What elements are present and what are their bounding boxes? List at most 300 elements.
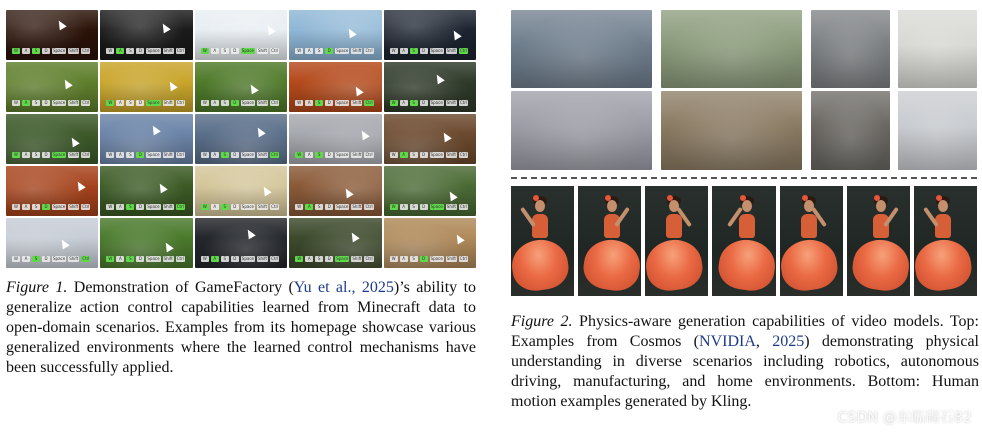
key-ctrl: Ctrl bbox=[82, 256, 90, 261]
dancer-torso bbox=[801, 214, 817, 238]
key-d: D bbox=[42, 204, 50, 210]
key-w: W bbox=[295, 204, 303, 210]
key-shift: Shift bbox=[258, 48, 268, 53]
mouse-cursor-icon bbox=[68, 136, 79, 148]
grid-tile-r1-c2 bbox=[100, 10, 192, 60]
key-overlay bbox=[201, 256, 279, 262]
dancer-frame-2 bbox=[578, 186, 641, 296]
dancer-torso bbox=[666, 214, 682, 238]
key-space: Space bbox=[241, 256, 254, 261]
dancer-torso bbox=[532, 214, 548, 238]
key-w: W bbox=[201, 48, 209, 54]
dancer-head bbox=[742, 200, 752, 212]
grid-tile-r1-c3 bbox=[195, 10, 287, 60]
key-overlay bbox=[106, 256, 184, 262]
key-w: W bbox=[390, 256, 398, 262]
mouse-cursor-icon bbox=[264, 24, 275, 36]
grid-tile-r3-c3 bbox=[195, 114, 287, 164]
key-s: S bbox=[410, 100, 418, 106]
dancer-skirt bbox=[511, 236, 571, 293]
figure1-caption-text-1: Demonstration of GameFactory ( bbox=[67, 279, 294, 296]
key-ctrl: Ctrl bbox=[365, 256, 373, 261]
key-shift: Shift bbox=[446, 152, 456, 157]
key-overlay bbox=[12, 152, 90, 158]
key-space: Space bbox=[336, 204, 349, 209]
key-space: Space bbox=[430, 256, 443, 261]
key-d: D bbox=[325, 100, 333, 106]
mouse-cursor-icon bbox=[162, 240, 173, 252]
grid-tile-r2-c1 bbox=[6, 62, 98, 112]
key-s: S bbox=[126, 48, 134, 54]
key-a: A bbox=[22, 204, 30, 210]
key-a: A bbox=[305, 204, 313, 210]
key-space: Space bbox=[430, 152, 443, 157]
key-ctrl: Ctrl bbox=[271, 48, 279, 53]
mouse-cursor-icon bbox=[348, 230, 359, 242]
key-space: Space bbox=[241, 204, 254, 209]
dancer-flower-icon bbox=[874, 195, 880, 201]
key-d: D bbox=[420, 48, 428, 54]
photo-home-room bbox=[898, 91, 977, 170]
dancer-flower-icon bbox=[802, 195, 808, 201]
key-ctrl: Ctrl bbox=[82, 152, 90, 157]
key-s: S bbox=[126, 100, 134, 106]
key-space: Space bbox=[430, 100, 443, 105]
key-space: Space bbox=[53, 256, 66, 261]
key-w: W bbox=[106, 256, 114, 262]
grid-tile-r4-c2 bbox=[100, 166, 192, 216]
dancer-frame-6 bbox=[847, 186, 910, 296]
key-w: W bbox=[106, 100, 114, 106]
key-a: A bbox=[305, 256, 313, 262]
dancer-skirt bbox=[780, 236, 840, 293]
key-d: D bbox=[136, 100, 144, 106]
key-d: D bbox=[325, 204, 333, 210]
key-space: Space bbox=[336, 152, 349, 157]
key-d: D bbox=[420, 152, 428, 158]
figure1-image-grid bbox=[6, 10, 476, 268]
key-a: A bbox=[305, 100, 313, 106]
key-ctrl: Ctrl bbox=[365, 152, 373, 157]
figure2-caption-text-2: ) demonstrating physical understanding in diverse scenarios including robotics, autonomous driving, manufacturing, and home environments. Bottom: Human motion examples generated by Kling. bbox=[511, 333, 980, 410]
key-a: A bbox=[400, 48, 408, 54]
key-w: W bbox=[12, 152, 20, 158]
mouse-cursor-icon bbox=[261, 184, 272, 196]
dancer-skirt bbox=[715, 236, 775, 293]
key-s: S bbox=[410, 48, 418, 54]
mouse-cursor-icon bbox=[248, 82, 259, 94]
key-a: A bbox=[116, 256, 124, 262]
key-s: S bbox=[410, 152, 418, 158]
mouse-cursor-icon bbox=[58, 238, 69, 250]
key-overlay bbox=[12, 100, 90, 106]
key-a: A bbox=[116, 152, 124, 158]
grid-tile-r1-c4 bbox=[289, 10, 381, 60]
key-ctrl: Ctrl bbox=[82, 48, 90, 53]
mouse-cursor-icon bbox=[434, 72, 445, 84]
figure2-divider bbox=[511, 177, 977, 179]
key-overlay bbox=[390, 152, 468, 158]
key-shift: Shift bbox=[258, 100, 268, 105]
key-space: Space bbox=[147, 204, 160, 209]
key-ctrl: Ctrl bbox=[82, 100, 90, 105]
key-a: A bbox=[22, 48, 30, 54]
key-d: D bbox=[231, 204, 239, 210]
key-w: W bbox=[201, 256, 209, 262]
key-shift: Shift bbox=[163, 152, 173, 157]
key-d: D bbox=[136, 204, 144, 210]
key-space: Space bbox=[336, 48, 349, 53]
grid-tile-r3-c1 bbox=[6, 114, 98, 164]
mouse-cursor-icon bbox=[166, 80, 177, 92]
key-s: S bbox=[32, 48, 40, 54]
key-ctrl: Ctrl bbox=[459, 48, 468, 53]
key-s: S bbox=[32, 100, 40, 106]
key-ctrl: Ctrl bbox=[176, 48, 184, 53]
grid-tile-r1-c1 bbox=[6, 10, 98, 60]
key-shift: Shift bbox=[258, 152, 268, 157]
mouse-cursor-icon bbox=[160, 21, 171, 33]
grid-tile-r4-c3 bbox=[195, 166, 287, 216]
key-shift: Shift bbox=[69, 152, 79, 157]
watermark: CSDN @东临碣石82 bbox=[837, 410, 972, 426]
key-shift: Shift bbox=[352, 256, 362, 261]
grid-tile-r2-c5 bbox=[384, 62, 476, 112]
grid-tile-r4-c4 bbox=[289, 166, 381, 216]
mouse-cursor-icon bbox=[254, 126, 265, 138]
figure2-citation-nvidia[interactable]: NVIDIA bbox=[699, 333, 756, 350]
dancer-head bbox=[876, 200, 886, 212]
grid-tile-r5-c5 bbox=[384, 218, 476, 268]
key-d: D bbox=[42, 256, 50, 262]
grid-tile-r3-c4 bbox=[289, 114, 381, 164]
key-ctrl: Ctrl bbox=[271, 256, 279, 261]
photo-robot-hands-2 bbox=[898, 10, 977, 88]
grid-tile-r5-c3 bbox=[195, 218, 287, 268]
figure2-dancer-strip bbox=[511, 186, 977, 296]
key-w: W bbox=[295, 256, 303, 262]
key-w: W bbox=[106, 204, 114, 210]
key-ctrl: Ctrl bbox=[82, 204, 90, 209]
dancer-skirt bbox=[850, 236, 910, 293]
key-a: A bbox=[211, 204, 219, 210]
key-w: W bbox=[295, 152, 303, 158]
key-space: Space bbox=[336, 256, 349, 261]
key-overlay bbox=[201, 152, 279, 158]
key-shift: Shift bbox=[446, 48, 456, 53]
mouse-cursor-icon bbox=[352, 85, 363, 97]
key-overlay bbox=[295, 256, 373, 262]
key-space: Space bbox=[53, 152, 66, 157]
key-space: Space bbox=[147, 100, 160, 105]
dancer-frame-5 bbox=[780, 186, 843, 296]
key-d: D bbox=[325, 256, 333, 262]
key-w: W bbox=[12, 48, 20, 54]
key-overlay bbox=[295, 204, 373, 210]
dancer-skirt bbox=[581, 236, 641, 293]
key-a: A bbox=[400, 152, 408, 158]
dancer-flower-icon bbox=[533, 195, 539, 201]
key-d: D bbox=[136, 48, 144, 54]
grid-tile-r4-c1 bbox=[6, 166, 98, 216]
figure1-citation-link[interactable]: Yu et al., 2025 bbox=[293, 279, 394, 296]
key-s: S bbox=[315, 48, 323, 54]
dancer-head bbox=[938, 200, 948, 212]
key-s: S bbox=[315, 100, 323, 106]
key-space: Space bbox=[147, 152, 160, 157]
key-d: D bbox=[231, 48, 239, 54]
key-w: W bbox=[201, 204, 209, 210]
key-overlay bbox=[12, 48, 90, 54]
key-shift: Shift bbox=[352, 48, 362, 53]
key-shift: Shift bbox=[163, 100, 173, 105]
mouse-cursor-icon bbox=[359, 128, 370, 140]
mouse-cursor-icon bbox=[346, 26, 357, 38]
key-overlay bbox=[106, 48, 184, 54]
grid-tile-r2-c4 bbox=[289, 62, 381, 112]
figure1-caption-label: Figure 1. bbox=[6, 279, 68, 296]
key-w: W bbox=[295, 48, 303, 54]
key-space: Space bbox=[241, 100, 254, 105]
key-ctrl: Ctrl bbox=[176, 256, 184, 261]
dancer-head bbox=[804, 200, 814, 212]
key-shift: Shift bbox=[69, 100, 79, 105]
key-s: S bbox=[221, 152, 229, 158]
key-d: D bbox=[325, 152, 333, 158]
key-shift: Shift bbox=[352, 152, 362, 157]
key-s: S bbox=[32, 256, 40, 262]
mouse-cursor-icon bbox=[149, 123, 160, 135]
dancer-flower-icon bbox=[936, 195, 942, 201]
key-overlay bbox=[106, 204, 184, 210]
key-w: W bbox=[12, 256, 20, 262]
key-a: A bbox=[116, 204, 124, 210]
mouse-cursor-icon bbox=[440, 131, 451, 143]
key-space: Space bbox=[147, 48, 160, 53]
key-d: D bbox=[136, 256, 144, 262]
key-ctrl: Ctrl bbox=[271, 152, 279, 157]
mouse-cursor-icon bbox=[62, 77, 73, 89]
figure2-caption-text-1: Physics-aware generation capabilities of video models. Top: Examples from Cosmos ( bbox=[511, 313, 980, 350]
key-overlay bbox=[201, 48, 279, 54]
key-w: W bbox=[201, 100, 209, 106]
key-ctrl: Ctrl bbox=[271, 100, 279, 105]
key-w: W bbox=[390, 204, 398, 210]
key-ctrl: Ctrl bbox=[365, 204, 373, 209]
key-w: W bbox=[390, 100, 398, 106]
grid-tile-r3-c5 bbox=[384, 114, 476, 164]
key-overlay bbox=[390, 48, 468, 54]
grid-tile-r1-c5 bbox=[384, 10, 476, 60]
key-shift: Shift bbox=[446, 204, 456, 209]
dancer-head bbox=[535, 200, 545, 212]
key-overlay bbox=[12, 204, 90, 210]
key-a: A bbox=[211, 152, 219, 158]
key-space: Space bbox=[241, 152, 254, 157]
key-w: W bbox=[12, 100, 20, 106]
mouse-cursor-icon bbox=[450, 29, 461, 41]
key-d: D bbox=[42, 48, 50, 54]
key-ctrl: Ctrl bbox=[271, 204, 279, 209]
dancer-frame-7 bbox=[914, 186, 977, 296]
key-d: D bbox=[42, 100, 50, 106]
dancer-frame-4 bbox=[712, 186, 775, 296]
key-overlay bbox=[106, 152, 184, 158]
key-a: A bbox=[22, 256, 30, 262]
key-overlay bbox=[201, 204, 279, 210]
key-shift: Shift bbox=[69, 48, 79, 53]
key-ctrl: Ctrl bbox=[176, 152, 184, 157]
key-space: Space bbox=[241, 48, 254, 53]
key-w: W bbox=[12, 204, 20, 210]
key-a: A bbox=[400, 100, 408, 106]
photo-robot-kitchen bbox=[811, 91, 890, 170]
key-shift: Shift bbox=[69, 256, 79, 261]
key-overlay bbox=[201, 100, 279, 106]
key-s: S bbox=[221, 256, 229, 262]
key-w: W bbox=[390, 48, 398, 54]
key-s: S bbox=[126, 152, 134, 158]
key-space: Space bbox=[336, 100, 349, 105]
key-space: Space bbox=[430, 48, 443, 53]
grid-tile-r4-c5 bbox=[384, 166, 476, 216]
photo-driving-cars bbox=[661, 10, 802, 88]
key-w: W bbox=[390, 152, 398, 158]
key-space: Space bbox=[53, 48, 66, 53]
key-space: Space bbox=[53, 204, 66, 209]
key-shift: Shift bbox=[163, 256, 173, 261]
key-w: W bbox=[295, 100, 303, 106]
photo-cloth-folding bbox=[511, 91, 652, 170]
grid-tile-r2-c2 bbox=[100, 62, 192, 112]
key-s: S bbox=[221, 100, 229, 106]
key-shift: Shift bbox=[446, 100, 456, 105]
figure2-caption-label: Figure 2. bbox=[511, 313, 573, 330]
key-space: Space bbox=[53, 100, 66, 105]
key-s: S bbox=[315, 204, 323, 210]
key-s: S bbox=[32, 152, 40, 158]
key-s: S bbox=[221, 48, 229, 54]
key-a: A bbox=[22, 152, 30, 158]
key-a: A bbox=[211, 48, 219, 54]
grid-tile-r5-c1 bbox=[6, 218, 98, 268]
key-a: A bbox=[211, 100, 219, 106]
key-d: D bbox=[420, 100, 428, 106]
dancer-torso bbox=[739, 214, 755, 238]
mouse-cursor-icon bbox=[156, 182, 167, 194]
key-d: D bbox=[231, 256, 239, 262]
key-ctrl: Ctrl bbox=[365, 100, 373, 105]
key-a: A bbox=[116, 100, 124, 106]
photo-warehouse-robot bbox=[511, 10, 652, 88]
figure2-caption bbox=[511, 312, 979, 412]
key-overlay bbox=[390, 100, 468, 106]
key-s: S bbox=[410, 256, 418, 262]
key-space: Space bbox=[430, 204, 443, 209]
dancer-frame-3 bbox=[645, 186, 708, 296]
key-w: W bbox=[106, 48, 114, 54]
mouse-cursor-icon bbox=[244, 228, 255, 240]
mouse-cursor-icon bbox=[453, 233, 464, 245]
key-ctrl: Ctrl bbox=[459, 100, 468, 105]
grid-tile-r5-c2 bbox=[100, 218, 192, 268]
key-d: D bbox=[325, 48, 333, 54]
key-shift: Shift bbox=[352, 204, 362, 209]
key-overlay bbox=[390, 204, 468, 210]
mouse-cursor-icon bbox=[342, 187, 353, 199]
key-overlay bbox=[12, 256, 90, 262]
figure1-caption bbox=[6, 278, 476, 378]
key-d: D bbox=[42, 152, 50, 158]
photo-robot-hands-1 bbox=[811, 10, 890, 88]
key-ctrl: Ctrl bbox=[365, 48, 373, 53]
key-shift: Shift bbox=[69, 204, 79, 209]
key-d: D bbox=[420, 256, 428, 262]
key-overlay bbox=[106, 100, 184, 106]
key-d: D bbox=[231, 152, 239, 158]
figure2-top-photos bbox=[511, 10, 977, 170]
key-s: S bbox=[315, 152, 323, 158]
key-ctrl: Ctrl bbox=[459, 256, 468, 261]
key-d: D bbox=[136, 152, 144, 158]
grid-tile-r5-c4 bbox=[289, 218, 381, 268]
figure1-caption-text-2: )’s ability to generalize action control capabilities learned from Minecraft data to open-domain scenarios. Examples from its homepage showcase various generalized environments where the learned control mechanisms have been successfully applied. bbox=[6, 279, 477, 376]
figure2-caption-sep: , bbox=[755, 333, 773, 350]
key-s: S bbox=[221, 204, 229, 210]
key-overlay bbox=[295, 48, 373, 54]
key-shift: Shift bbox=[163, 204, 173, 209]
mouse-cursor-icon bbox=[55, 19, 66, 31]
key-shift: Shift bbox=[352, 100, 362, 105]
key-overlay bbox=[390, 256, 468, 262]
figure2-citation-year[interactable]: 2025 bbox=[772, 333, 805, 350]
mouse-cursor-icon bbox=[74, 179, 85, 191]
key-a: A bbox=[305, 48, 313, 54]
key-a: A bbox=[305, 152, 313, 158]
key-shift: Shift bbox=[258, 256, 268, 261]
key-a: A bbox=[22, 100, 30, 106]
key-ctrl: Ctrl bbox=[176, 100, 184, 105]
key-s: S bbox=[315, 256, 323, 262]
dancer-flower-icon bbox=[740, 195, 746, 201]
key-d: D bbox=[420, 204, 428, 210]
key-d: D bbox=[231, 100, 239, 106]
key-ctrl: Ctrl bbox=[459, 204, 468, 209]
dancer-frame-1 bbox=[511, 186, 574, 296]
key-s: S bbox=[126, 204, 134, 210]
key-shift: Shift bbox=[163, 48, 173, 53]
key-s: S bbox=[126, 256, 134, 262]
key-ctrl: Ctrl bbox=[459, 152, 468, 157]
key-s: S bbox=[410, 204, 418, 210]
dancer-skirt bbox=[914, 236, 974, 293]
key-a: A bbox=[211, 256, 219, 262]
photo-forklift bbox=[661, 91, 802, 170]
key-s: S bbox=[32, 204, 40, 210]
dancer-head bbox=[607, 200, 617, 212]
key-a: A bbox=[400, 256, 408, 262]
key-ctrl: Ctrl bbox=[176, 204, 184, 209]
key-a: A bbox=[400, 204, 408, 210]
key-a: A bbox=[116, 48, 124, 54]
key-overlay bbox=[295, 100, 373, 106]
grid-tile-r2-c3 bbox=[195, 62, 287, 112]
dancer-skirt bbox=[645, 236, 705, 293]
key-shift: Shift bbox=[446, 256, 456, 261]
grid-tile-r3-c2 bbox=[100, 114, 192, 164]
key-w: W bbox=[106, 152, 114, 158]
key-w: W bbox=[201, 152, 209, 158]
